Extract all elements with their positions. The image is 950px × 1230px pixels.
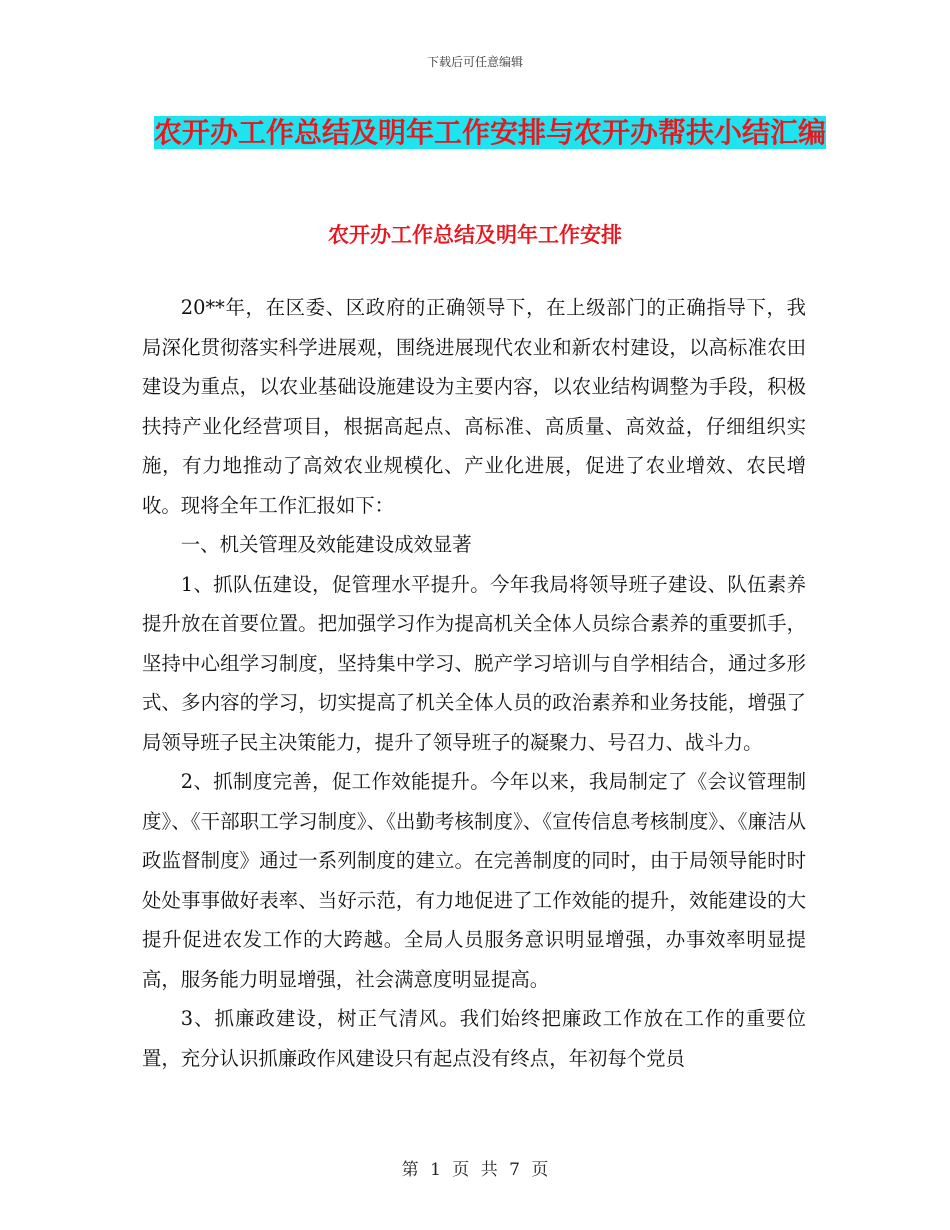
document-main-title <box>150 108 830 158</box>
body-paragraph: 20**年，在区委、区政府的正确领导下，在上级部门的正确指导下，我局深化贯彻落实科学进展观，围绕进展现代农业和新农村建设，以高标准农田建设为重点，以农业基础设施建设为主要内容，以农业结构调整为手段，积极扶持产业化经营项目，根据高起点、高标准、高质量、高效益，仔细组织实施，有力地推动了高效农业规模化、产业化进展，促进了农业增效、农民增收。现将全年工作汇报如下： <box>142 296 806 517</box>
body-paragraph: 3、抓廉政建设，树正气清风。我们始终把廉政工作放在工作的重要位置，充分认识抓廉政作风建设只有起点没有终点，年初每个党员 <box>142 1007 806 1070</box>
page-footer-page-number: 第 1 页 共 7 页 <box>401 1160 549 1180</box>
body-paragraph: 2、抓制度完善，促工作效能提升。今年以来，我局制定了《会议管理制度》、《干部职工学习制度》、《出勤考核制度》、《宣传信息考核制度》、《廉洁从政监督制度》通过一系列制度的建立。在完善制度的同时，由于局领导能时时处处事事做好表率、当好示范，有力地促进了工作效能的提升，效能建设的大提升促进农发工作的大跨越。全局人员服务意识明显增强，办事效率明显提高，服务能力明显增强，社会满意度明显提高。 <box>142 770 806 991</box>
section-heading: 一、机关管理及效能建设成效显著 <box>180 533 472 556</box>
page-header-note: 下载后可任意编辑 <box>426 55 523 69</box>
body-paragraph: 1、抓队伍建设，促管理水平提升。今年我局将领导班子建设、队伍素养提升放在首要位置。把加强学习作为提高机关全体人员综合素养的重要抓手，坚持中心组学习制度，坚持集中学习、脱产学习培训与自学相结合，通过多形式、多内容的学习，切实提高了机关全体人员的政治素养和业务技能，增强了局领导班子民主决策能力，提升了领导班子的凝聚力、号召力、战斗力。 <box>142 572 806 754</box>
document-sub-title: 农开办工作总结及明年工作安排 <box>328 223 622 247</box>
document-body <box>142 288 806 1078</box>
main-title-text: 农开办工作总结及明年工作安排与农开办帮扶小结汇编 <box>153 116 826 149</box>
